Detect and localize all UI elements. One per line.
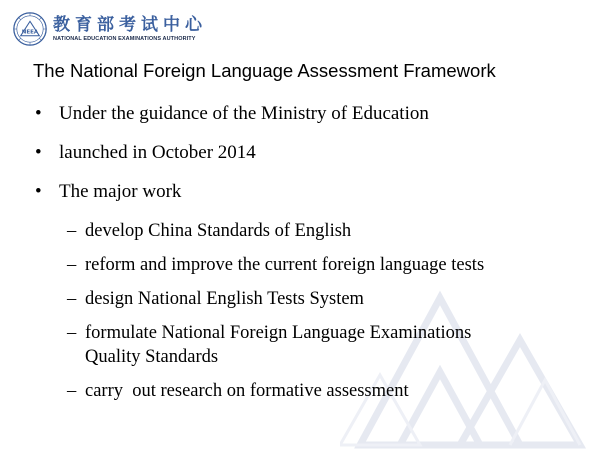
- bullet-text: Under the guidance of the Ministry of Education: [59, 103, 429, 124]
- sub-bullet-item: [67, 321, 471, 369]
- sub-bullet-text: design National English Tests System: [85, 289, 364, 309]
- sub-bullet-item: [67, 219, 351, 243]
- sub-bullet-text-continued: Quality Standards: [85, 347, 219, 367]
- sub-bullet-marker: –: [67, 255, 77, 275]
- sub-bullet-text: develop China Standards of English: [85, 221, 352, 241]
- sub-bullet-item: [67, 287, 364, 311]
- bullet-item: [35, 181, 181, 203]
- sub-bullet-item: [67, 253, 484, 277]
- sub-bullet-item: [67, 379, 409, 403]
- bullet-marker: •: [35, 181, 42, 202]
- sub-bullet-marker: –: [67, 221, 77, 241]
- bullet-text: The major work: [59, 181, 182, 202]
- bullet-marker: •: [35, 142, 42, 163]
- sub-bullet-marker: –: [67, 381, 77, 401]
- sub-bullet-text: formulate National Foreign Language Examinations: [85, 323, 472, 343]
- logo-chinese-name: 教育部考试中心: [53, 14, 207, 35]
- bullet-marker: •: [35, 103, 42, 124]
- bullet-text: launched in October 2014: [59, 142, 256, 163]
- sub-bullet-marker: –: [67, 289, 77, 309]
- bullet-item: [35, 103, 429, 125]
- bullet-item: [35, 142, 256, 164]
- slide-title: The National Foreign Language Assessment Framework: [33, 60, 496, 81]
- seal-text: NEEA: [21, 29, 39, 36]
- logo-english-name: NATIONAL EDUCATION EXAMINATIONS AUTHORITY: [53, 35, 196, 42]
- sub-bullet-marker: –: [67, 323, 77, 343]
- sub-bullet-text: reform and improve the current foreign language tests: [85, 255, 485, 275]
- sub-bullet-text: carry out research on formative assessment: [85, 381, 409, 401]
